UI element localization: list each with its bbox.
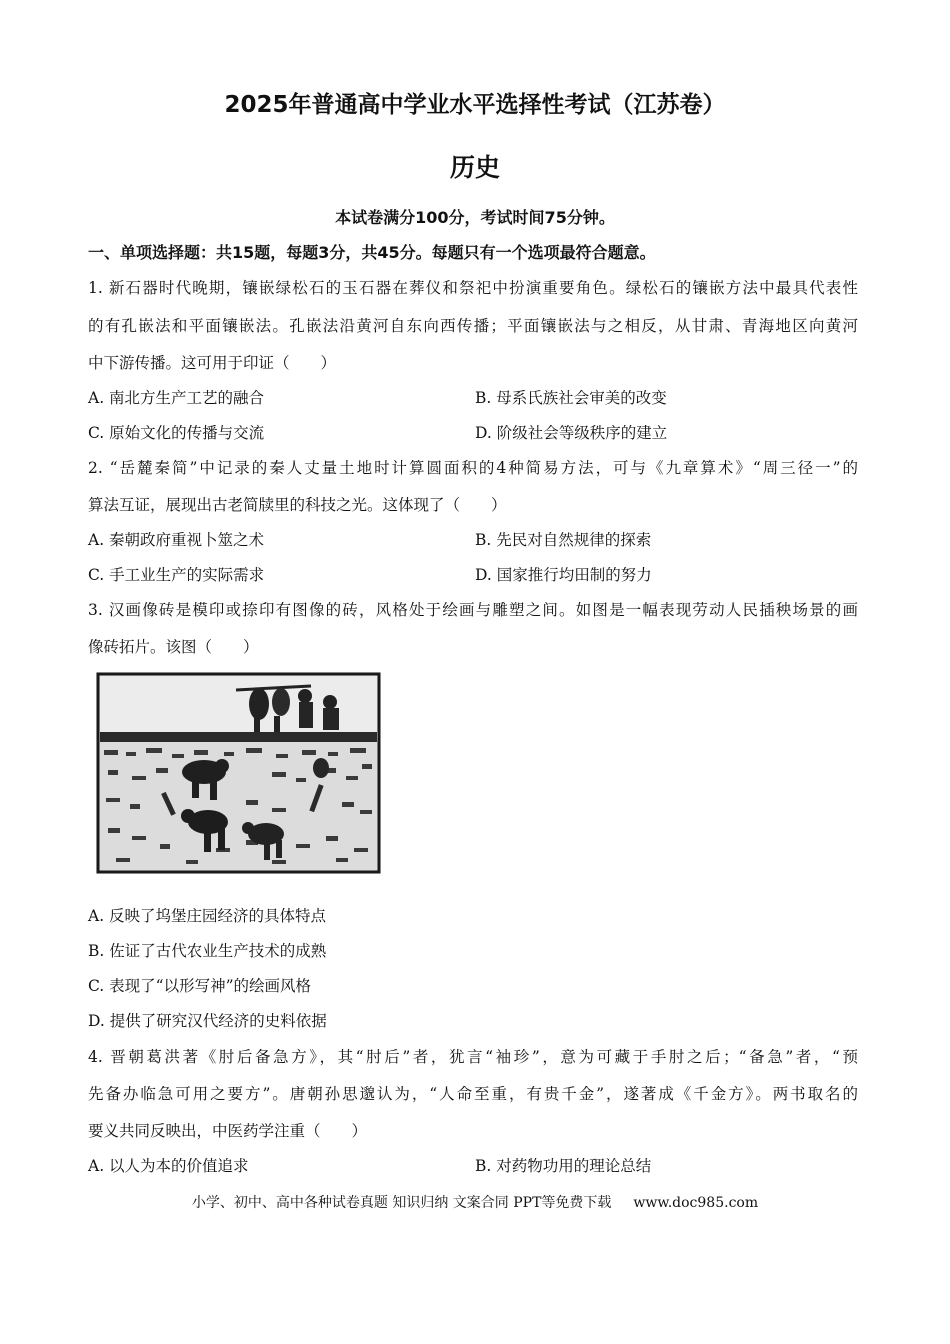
- q2-option-a[interactable]: A. 秦朝政府重视卜筮之术: [88, 531, 265, 549]
- brick-rubbing-image: [96, 672, 381, 874]
- q3-stem-line-1: 3. 汉画像砖是模印或捺印有图像的砖，风格处于绘画与雕塑之间。如图是一幅表现劳动人民插秧场景的画: [88, 601, 858, 619]
- q4-stem-line-1: 4. 晋朝葛洪著《肘后备急方》，其“肘后”者，犹言“袖珍”，意为可藏于手肘之后；“备急”者，“预: [88, 1048, 858, 1066]
- q2-stem-line-1: 2. “岳麓秦简”中记录的秦人丈量土地时计算圆面积的4种简易方法，可与《九章算术》“周三径一”的: [88, 459, 858, 477]
- q1-stem-line-3: 中下游传播。这可用于印证（ ）: [88, 354, 337, 372]
- q4-stem-line-3: 要义共同反映出，中医药学注重（ ）: [88, 1122, 368, 1140]
- q3-option-a[interactable]: A. 反映了坞堡庄园经济的具体特点: [88, 907, 327, 925]
- footer-text: 小学、初中、高中各种试卷真题 知识归纳 文案合同 PPT等免费下载: [191, 1195, 612, 1211]
- q1-option-b[interactable]: B. 母系氏族社会审美的改变: [475, 389, 667, 407]
- exam-notice: 本试卷满分100分，考试时间75分钟。: [335, 208, 615, 227]
- q2-stem-line-2: 算法互证，展现出古老简牍里的科技之光。这体现了（ ）: [88, 496, 507, 514]
- q2-option-c[interactable]: C. 手工业生产的实际需求: [88, 566, 265, 584]
- q2-option-d[interactable]: D. 国家推行均田制的努力: [475, 566, 652, 584]
- q3-option-b[interactable]: B. 佐证了古代农业生产技术的成熟: [88, 942, 327, 960]
- q1-stem-line-2: 的有孔嵌法和平面镶嵌法。孔嵌法沿黄河自东向西传播；平面镶嵌法与之相反，从甘肃、青海地区向黄河: [88, 317, 858, 335]
- q1-option-d[interactable]: D. 阶级社会等级秩序的建立: [475, 424, 668, 442]
- subject-heading: 历史: [449, 153, 500, 182]
- exam-title: 2025年普通高中学业水平选择性考试（江苏卷）: [224, 92, 726, 118]
- q4-stem-line-2: 先备办临急可用之要方”。唐朝孙思邈认为，“人命至重，有贵千金”，遂著成《千金方》。两书取名的: [88, 1085, 858, 1103]
- q3-stem-line-2: 像砖拓片。该图（ ）: [88, 638, 259, 656]
- q1-stem-line-1: 1. 新石器时代晚期，镶嵌绿松石的玉石器在葬仪和祭祀中扮演重要角色。绿松石的镶嵌方法中最具代表性: [88, 279, 858, 297]
- q4-option-a[interactable]: A. 以人为本的价值追求: [88, 1157, 249, 1175]
- section-heading: 一、单项选择题：共15题，每题3分，共45分。每题只有一个选项最符合题意。: [88, 243, 656, 262]
- q4-option-b[interactable]: B. 对药物功用的理论总结: [475, 1157, 652, 1175]
- q2-option-b[interactable]: B. 先民对自然规律的探索: [475, 531, 652, 549]
- q3-option-d[interactable]: D. 提供了研究汉代经济的史料依据: [88, 1012, 327, 1030]
- footer-url-link[interactable]: www.doc985.com: [633, 1195, 759, 1211]
- q1-option-c[interactable]: C. 原始文化的传播与交流: [88, 424, 265, 442]
- q1-option-a[interactable]: A. 南北方生产工艺的融合: [88, 389, 265, 407]
- page-footer: [0, 1192, 950, 1212]
- q3-option-c[interactable]: C. 表现了“以形写神”的绘画风格: [88, 977, 312, 995]
